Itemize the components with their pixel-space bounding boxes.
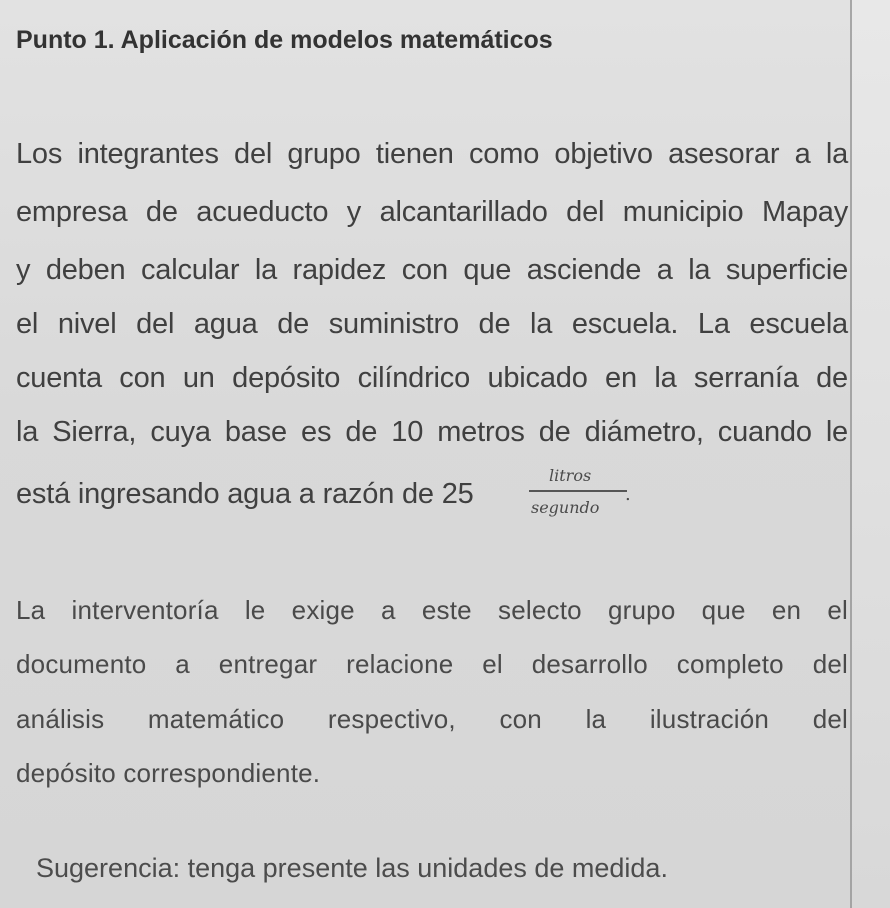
page-margin-strip — [852, 0, 890, 908]
paragraph1-line-5: cuenta con un depósito cilíndrico ubicado en la serranía de — [16, 362, 848, 394]
hint-text: Sugerencia: tenga presente las unidades de medida. — [36, 853, 668, 883]
paragraph1-last-line: está ingresando agua a razón de 25 — [16, 478, 474, 510]
flow-rate-fraction — [527, 466, 631, 528]
paragraph2-line-3: análisis matemático respectivo, con la ilustración del — [16, 704, 848, 734]
paragraph1-line-2: empresa de acueducto y alcantarillado del municipio Mapay — [16, 196, 848, 228]
paragraph1-line-1: Los integrantes del grupo tienen como objetivo asesorar a la — [16, 138, 848, 170]
paragraph1-line-3: y deben calcular la rapidez con que asciende a la superficie — [16, 254, 848, 286]
paragraph2-line-4: depósito correspondiente. — [16, 758, 321, 788]
fraction-suffix: . — [625, 484, 631, 505]
document-title: Punto 1. Aplicación de modelos matemáticos — [16, 26, 553, 54]
paragraph1-line-4: el nivel del agua de suministro de la escuela. La escuela — [16, 308, 848, 340]
paragraph2-line-2: documento a entregar relacione el desarrollo completo del — [16, 649, 848, 679]
fraction-numerator: litros — [549, 466, 592, 485]
paragraph2-line-1: La interventoría le exige a este selecto grupo que en el — [16, 595, 848, 625]
fraction-bar — [529, 490, 627, 492]
paragraph1-line-6: la Sierra, cuya base es de 10 metros de diámetro, cuando le — [16, 416, 848, 448]
fraction-denominator: segundo — [531, 498, 600, 517]
